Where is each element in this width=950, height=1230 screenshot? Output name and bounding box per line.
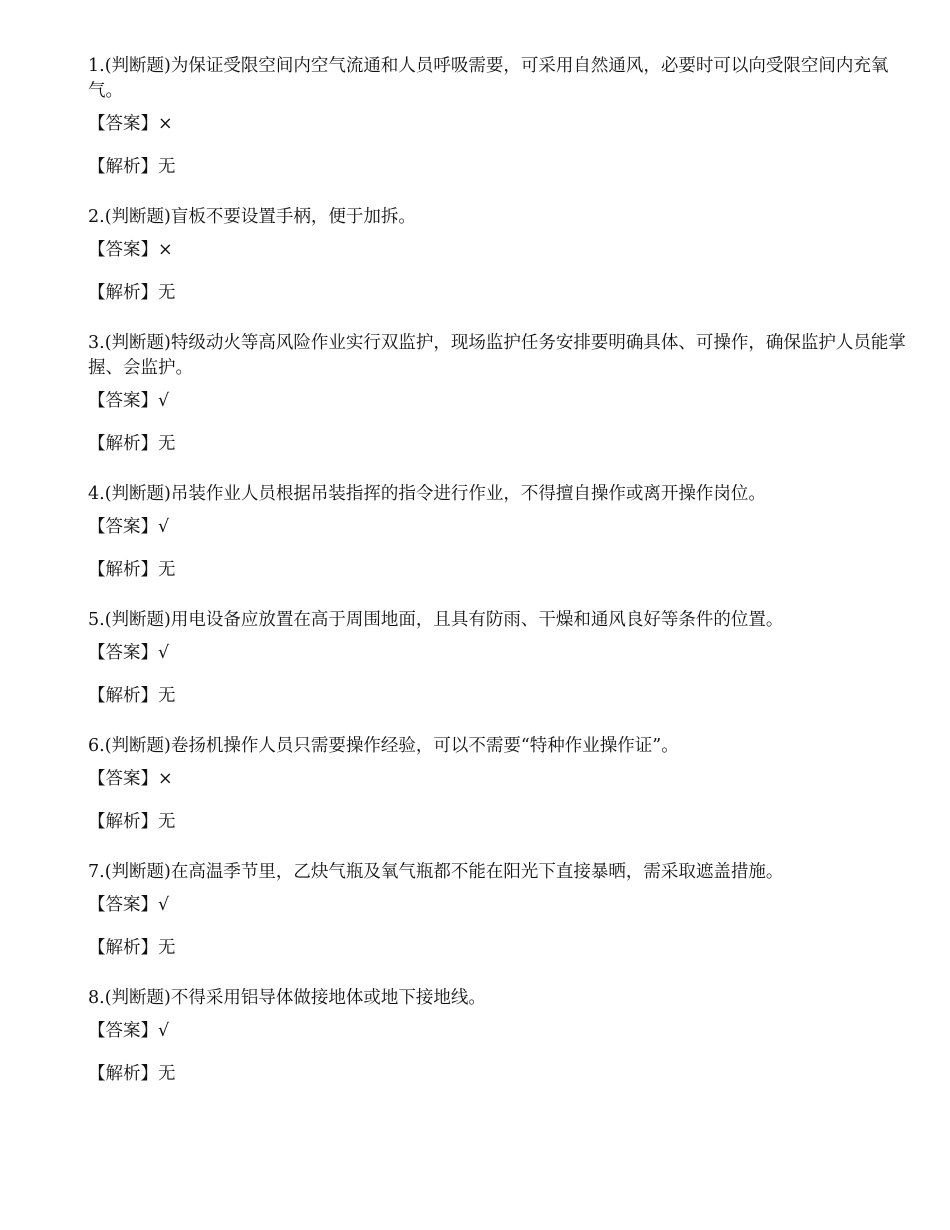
question-item-2 xyxy=(88,205,910,305)
analysis-text: 【解析】无 xyxy=(88,686,176,706)
answer-text: 【答案】√ xyxy=(88,895,170,915)
question-text: 8.(判断题)不得采用铝导体做接地体或地下接地线。 xyxy=(88,988,486,1008)
question-text: 2.(判断题)盲板不要设置手柄，便于加拆。 xyxy=(88,207,416,227)
analysis-text: 【解析】无 xyxy=(88,157,176,177)
question-item-4 xyxy=(88,482,910,582)
analysis-text: 【解析】无 xyxy=(88,560,176,580)
answer-text: 【答案】× xyxy=(88,240,173,260)
analysis-text: 【解析】无 xyxy=(88,283,176,303)
answer-text: 【答案】× xyxy=(88,769,173,789)
answer-text: 【答案】√ xyxy=(88,643,170,663)
question-item-5 xyxy=(88,608,910,708)
question-text: 1.(判断题)为保证受限空间内空气流通和人员呼吸需要，可采用自然通风，必要时可以向受限空间内充氧气。 xyxy=(88,56,889,101)
answer-text: 【答案】√ xyxy=(88,1021,170,1041)
answer-text: 【答案】√ xyxy=(88,517,170,537)
question-text: 6.(判断题)卷扬机操作人员只需要操作经验，可以不需要“特种作业操作证”。 xyxy=(88,736,679,756)
analysis-text: 【解析】无 xyxy=(88,938,176,958)
analysis-text: 【解析】无 xyxy=(88,812,176,832)
question-item-3 xyxy=(88,331,910,456)
question-text: 3.(判断题)特级动火等高风险作业实行双监护，现场监护任务安排要明确具体、可操作，确保监护人员能掌握、会监护。 xyxy=(88,333,906,378)
question-text: 5.(判断题)用电设备应放置在高于周围地面，且具有防雨、干燥和通风良好等条件的位置。 xyxy=(88,610,784,630)
analysis-text: 【解析】无 xyxy=(88,1064,176,1084)
answer-text: 【答案】√ xyxy=(88,391,170,411)
question-text: 7.(判断题)在高温季节里，乙炔气瓶及氧气瓶都不能在阳光下直接暴晒，需采取遮盖措施。 xyxy=(88,862,784,882)
question-item-6 xyxy=(88,734,910,834)
question-item-8 xyxy=(88,986,910,1086)
question-item-7 xyxy=(88,860,910,960)
question-text: 4.(判断题)吊装作业人员根据吊装指挥的指令进行作业，不得擅自操作或离开操作岗位。 xyxy=(88,484,766,504)
analysis-text: 【解析】无 xyxy=(88,434,176,454)
question-item-1 xyxy=(88,54,910,179)
answer-text: 【答案】× xyxy=(88,114,173,134)
